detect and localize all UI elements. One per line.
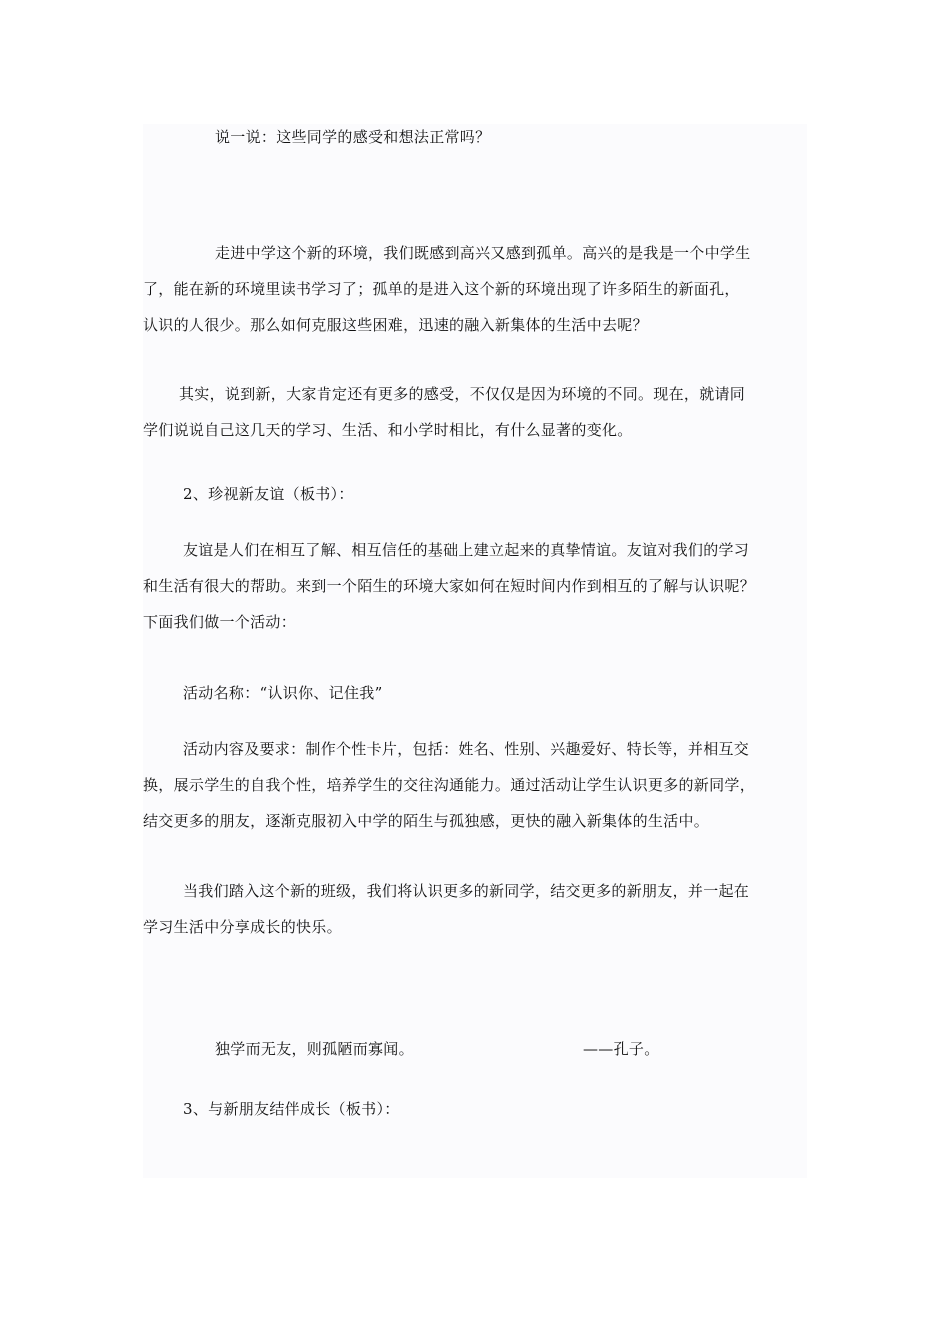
text-line: 结交更多的朋友，逐渐克服初入中学的陌生与孤独感，更快的融入新集体的生活中。	[143, 812, 710, 830]
paragraph-activity-content	[143, 740, 807, 848]
paragraph-new-environment	[143, 244, 807, 352]
document-page	[143, 124, 807, 1178]
paragraph-new-class	[143, 882, 807, 954]
text-line: 学习生活中分享成长的快乐。	[143, 918, 342, 936]
text-line: 友谊是人们在相互了解、相互信任的基础上建立起来的真挚情谊。友谊对我们的学习	[183, 541, 750, 559]
text-line: 学们说说自己这几天的学习、生活、和小学时相比，有什么显著的变化。	[143, 421, 633, 439]
section-heading-3: 3、与新朋友结伴成长（板书）：	[183, 1100, 400, 1118]
paragraph-question: 说一说：这些同学的感受和想法正常吗？	[215, 128, 491, 146]
paragraph-friendship	[143, 541, 807, 649]
paragraph-changes	[143, 385, 807, 457]
text-line: 其实，说到新，大家肯定还有更多的感受，不仅仅是因为环境的不同。现在，就请同	[179, 385, 746, 403]
text-line: 活动内容及要求：制作个性卡片，包括：姓名、性别、兴趣爱好、特长等，并相互交	[183, 740, 750, 758]
text-line: 走进中学这个新的环境，我们既感到高兴又感到孤单。高兴的是我是一个中学生	[215, 244, 751, 262]
quote-line	[143, 1040, 879, 1058]
quote-source: ——孔子。	[583, 1040, 660, 1058]
text-line: 和生活有很大的帮助。来到一个陌生的环境大家如何在短时间内作到相互的了解与认识呢？	[143, 577, 756, 595]
text-line: 了，能在新的环境里读书学习了；孤单的是进入这个新的环境出现了许多陌生的新面孔，	[143, 280, 740, 298]
activity-name: 活动名称：“认识你、记住我”	[183, 684, 383, 702]
text-line: 认识的人很少。那么如何克服这些困难，迅速的融入新集体的生活中去呢？	[143, 316, 648, 334]
text-line: 换，展示学生的自我个性，培养学生的交往沟通能力。通过活动让学生认识更多的新同学，	[143, 776, 756, 794]
text-line: 下面我们做一个活动：	[143, 613, 297, 631]
text-line: 当我们踏入这个新的班级，我们将认识更多的新同学，结交更多的新朋友，并一起在	[183, 882, 750, 900]
section-heading-2: 2、珍视新友谊（板书）：	[183, 485, 354, 503]
quote-text: 独学而无友，则孤陋而寡闻。	[215, 1040, 414, 1058]
